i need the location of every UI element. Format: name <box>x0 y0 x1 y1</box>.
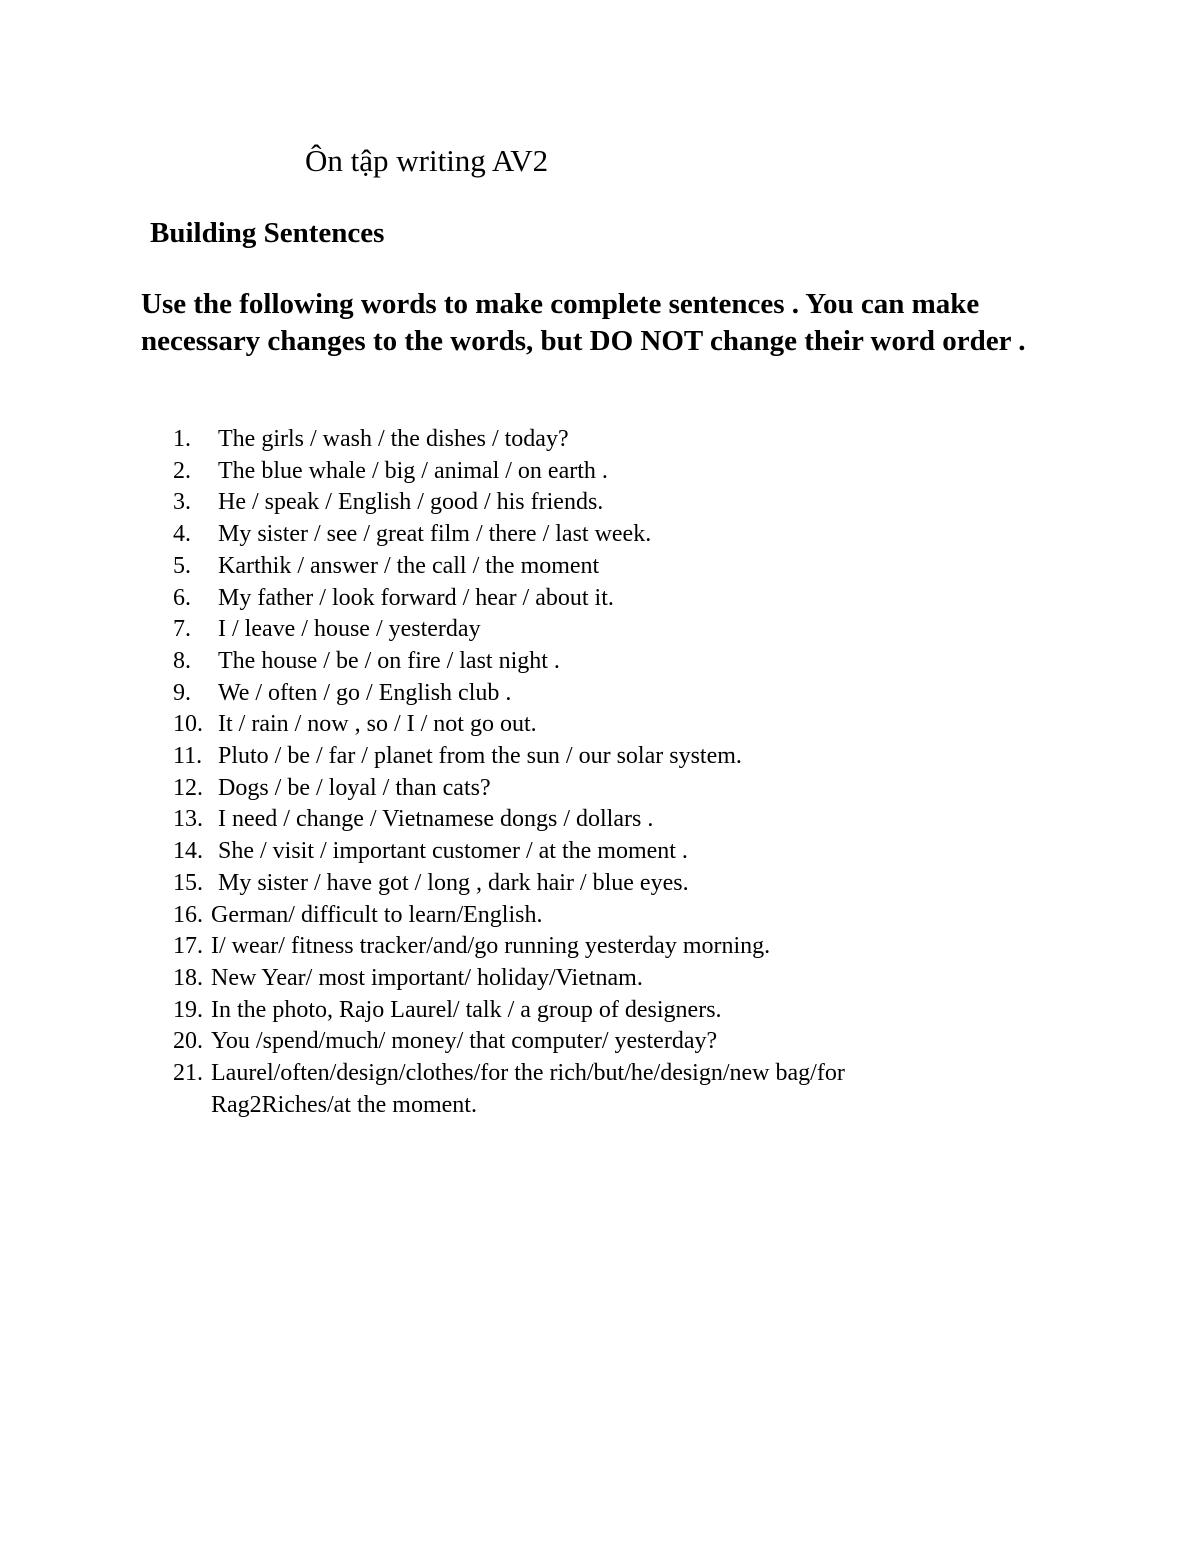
exercise-item <box>0 487 1200 519</box>
exercise-item <box>0 741 1200 773</box>
exercise-item <box>0 424 1200 456</box>
exercise-item <box>0 551 1200 583</box>
exercise-number: 2. <box>173 457 191 484</box>
exercise-text: Pluto / be / far / planet from the sun / our solar system. <box>218 743 742 770</box>
exercise-text: I/ wear/ fitness tracker/and/go running yesterday morning. <box>211 933 771 960</box>
exercise-number: 14. <box>173 838 203 865</box>
exercise-number: 3. <box>173 489 191 516</box>
exercise-text: The girls / wash / the dishes / today? <box>218 426 569 452</box>
exercise-item <box>0 931 1200 963</box>
exercise-item <box>0 1026 1200 1058</box>
exercise-number: 19. <box>173 996 203 1023</box>
exercise-item <box>0 868 1200 900</box>
exercise-number: 11. <box>173 743 203 770</box>
exercise-text: The blue whale / big / animal / on earth . <box>218 457 608 484</box>
exercise-number: 20. <box>173 1028 203 1055</box>
exercise-text: Laurel/often/design/clothes/for the rich/but/he/design/new bag/for Rag2Riches/at the moment. <box>211 1060 845 1118</box>
exercise-text: My sister / see / great film / there / last week. <box>218 521 652 548</box>
exercise-number: 10. <box>173 711 203 738</box>
exercise-number: 7. <box>173 616 191 643</box>
exercise-text: He / speak / English / good / his friends. <box>218 489 604 516</box>
exercise-text: My father / look forward / hear / about it. <box>218 584 614 611</box>
exercise-text: We / often / go / English club . <box>218 679 512 706</box>
exercise-number: 13. <box>173 806 203 833</box>
exercise-number: 21. <box>173 1060 203 1087</box>
exercise-text: The house / be / on fire / last night . <box>218 647 560 674</box>
exercise-text: My sister / have got / long , dark hair / blue eyes. <box>218 869 689 896</box>
exercise-text: Karthik / answer / the call / the moment <box>218 552 600 579</box>
exercise-text: She / visit / important customer / at the moment . <box>218 838 688 865</box>
exercise-text: It / rain / now , so / I / not go out. <box>218 711 537 738</box>
document-title: Ôn tập writing AV2 <box>305 143 549 178</box>
exercise-item <box>0 963 1200 995</box>
exercise-item <box>0 804 1200 836</box>
exercise-text: New Year/ most important/ holiday/Vietnam. <box>211 964 643 991</box>
exercise-text: In the photo, Rajo Laurel/ talk / a group of designers. <box>211 996 722 1023</box>
exercise-number: 17. <box>173 933 203 960</box>
exercise-item <box>0 519 1200 551</box>
exercise-item <box>0 773 1200 805</box>
exercise-number: 1. <box>173 426 191 452</box>
exercise-number: 4. <box>173 521 191 548</box>
exercise-item <box>0 678 1200 710</box>
instructions-paragraph: Use the following words to make complete sentences . You can make necessary changes to the words, but DO NOT change their word order . <box>141 288 1026 357</box>
exercise-item <box>0 646 1200 678</box>
exercise-item <box>0 995 1200 1027</box>
exercise-text: I / leave / house / yesterday <box>218 616 481 643</box>
exercise-number: 8. <box>173 647 191 674</box>
exercise-number: 9. <box>173 679 191 706</box>
exercise-item <box>0 1058 1200 1121</box>
exercise-text: You /spend/much/ money/ that computer/ yesterday? <box>211 1028 718 1055</box>
exercise-item <box>0 836 1200 868</box>
exercise-number: 15. <box>173 869 203 896</box>
exercise-number: 18. <box>173 964 203 991</box>
exercise-number: 5. <box>173 552 191 579</box>
exercise-text: German/ difficult to learn/English. <box>211 901 543 928</box>
exercise-item <box>0 583 1200 615</box>
exercise-number: 16. <box>173 901 203 928</box>
section-heading: Building Sentences <box>150 217 385 249</box>
exercise-item <box>0 709 1200 741</box>
exercise-item <box>0 456 1200 488</box>
exercise-number: 12. <box>173 774 203 801</box>
exercise-text: I need / change / Vietnamese dongs / dollars . <box>218 806 654 833</box>
exercise-item <box>0 614 1200 646</box>
exercise-text: Dogs / be / loyal / than cats? <box>218 774 491 801</box>
exercise-number: 6. <box>173 584 191 611</box>
exercise-list <box>0 424 1200 1121</box>
exercise-item <box>0 900 1200 932</box>
